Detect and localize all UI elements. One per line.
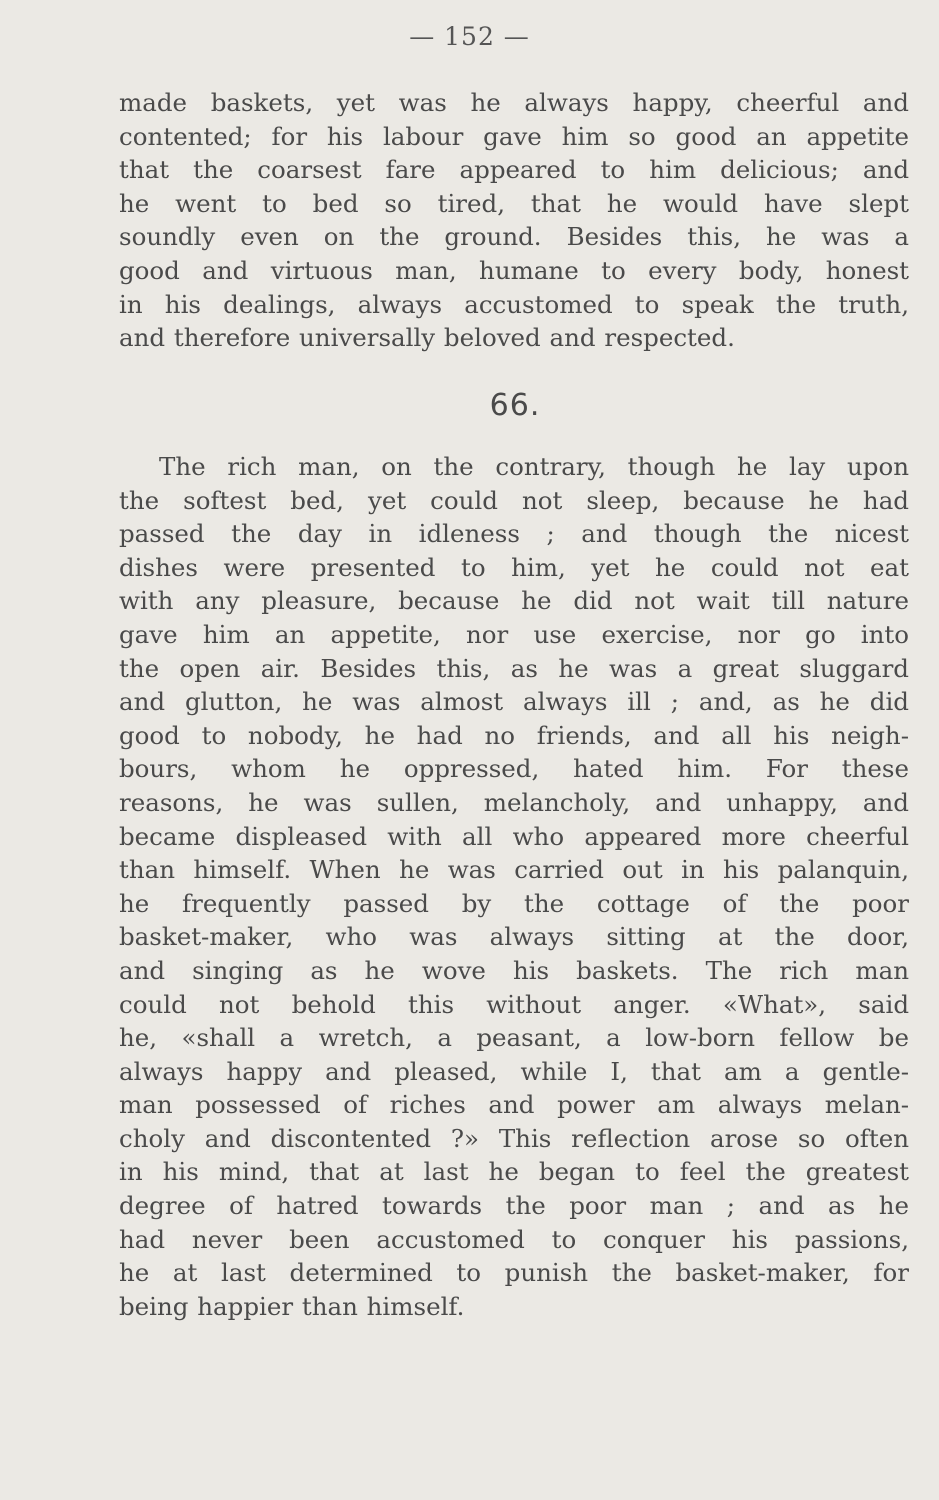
text-line: always happy and pleased, while I, that am a gentle-	[119, 1056, 909, 1086]
text-line: had never been accustomed to conquer his passions,	[119, 1224, 909, 1254]
text-line: basket-maker, who was always sitting at the door,	[119, 922, 909, 952]
text-line: in his mind, that at last he began to feel the greatest	[119, 1157, 909, 1187]
text-line: and singing as he wove his baskets. The rich man	[119, 955, 909, 985]
text-line: good to nobody, he had no friends, and all his neigh-	[119, 720, 909, 750]
text-line: made baskets, yet was he always happy, cheerful and	[119, 88, 909, 117]
text-line: soundly even on the ground. Besides this, he was a	[119, 222, 909, 252]
text-line: and therefore universally beloved and respected.	[119, 323, 735, 353]
text-line: that the coarsest fare appeared to him delicious; and	[119, 155, 909, 185]
text-line: became displeased with all who appeared more cheerful	[119, 821, 909, 851]
text-line: he frequently passed by the cottage of the poor	[119, 888, 909, 918]
text-line: and glutton, he was almost always ill ; and, as he did	[119, 687, 909, 717]
text-line: being happier than himself.	[119, 1291, 465, 1321]
text-line: The rich man, on the contrary, though he lay upon	[159, 452, 909, 481]
paragraph-65-continuation	[119, 86, 909, 355]
paragraph-66	[119, 450, 909, 1323]
section-number: 66.	[489, 388, 541, 423]
text-line: gave him an appetite, nor use exercise, nor go into	[119, 619, 909, 649]
text-line: the open air. Besides this, as he was a great sluggard	[119, 653, 909, 683]
text-line: degree of hatred towards the poor man ; and as he	[119, 1191, 909, 1221]
text-line: passed the day in idleness ; and though the nicest	[119, 519, 909, 549]
text-line: he went to bed so tired, that he would have slept	[119, 188, 909, 218]
text-line: in his dealings, always accustomed to speak the truth,	[119, 289, 909, 319]
text-line: man possessed of riches and power am always melan-	[119, 1090, 909, 1120]
text-line: reasons, he was sullen, melancholy, and unhappy, and	[119, 787, 909, 817]
text-line: than himself. When he was carried out in his palanquin,	[119, 855, 909, 885]
text-line: he, «shall a wretch, a peasant, a low-born fellow be	[119, 1023, 909, 1053]
text-line: dishes were presented to him, yet he could not eat	[119, 552, 909, 582]
text-line: good and virtuous man, humane to every body, honest	[119, 255, 909, 285]
text-line: bours, whom he oppressed, hated him. For these	[119, 754, 909, 784]
text-line: choly and discontented ?» This reflection arose so often	[119, 1123, 909, 1153]
text-line: with any pleasure, because he did not wait till nature	[119, 586, 909, 616]
text-line: he at last determined to punish the basket-maker, for	[119, 1258, 909, 1288]
text-line: contented; for his labour gave him so good an appetite	[119, 121, 909, 151]
page-number: — 152 —	[409, 22, 530, 51]
text-line: the softest bed, yet could not sleep, because he had	[119, 485, 909, 515]
text-line: could not behold this without anger. «What», said	[119, 989, 909, 1019]
